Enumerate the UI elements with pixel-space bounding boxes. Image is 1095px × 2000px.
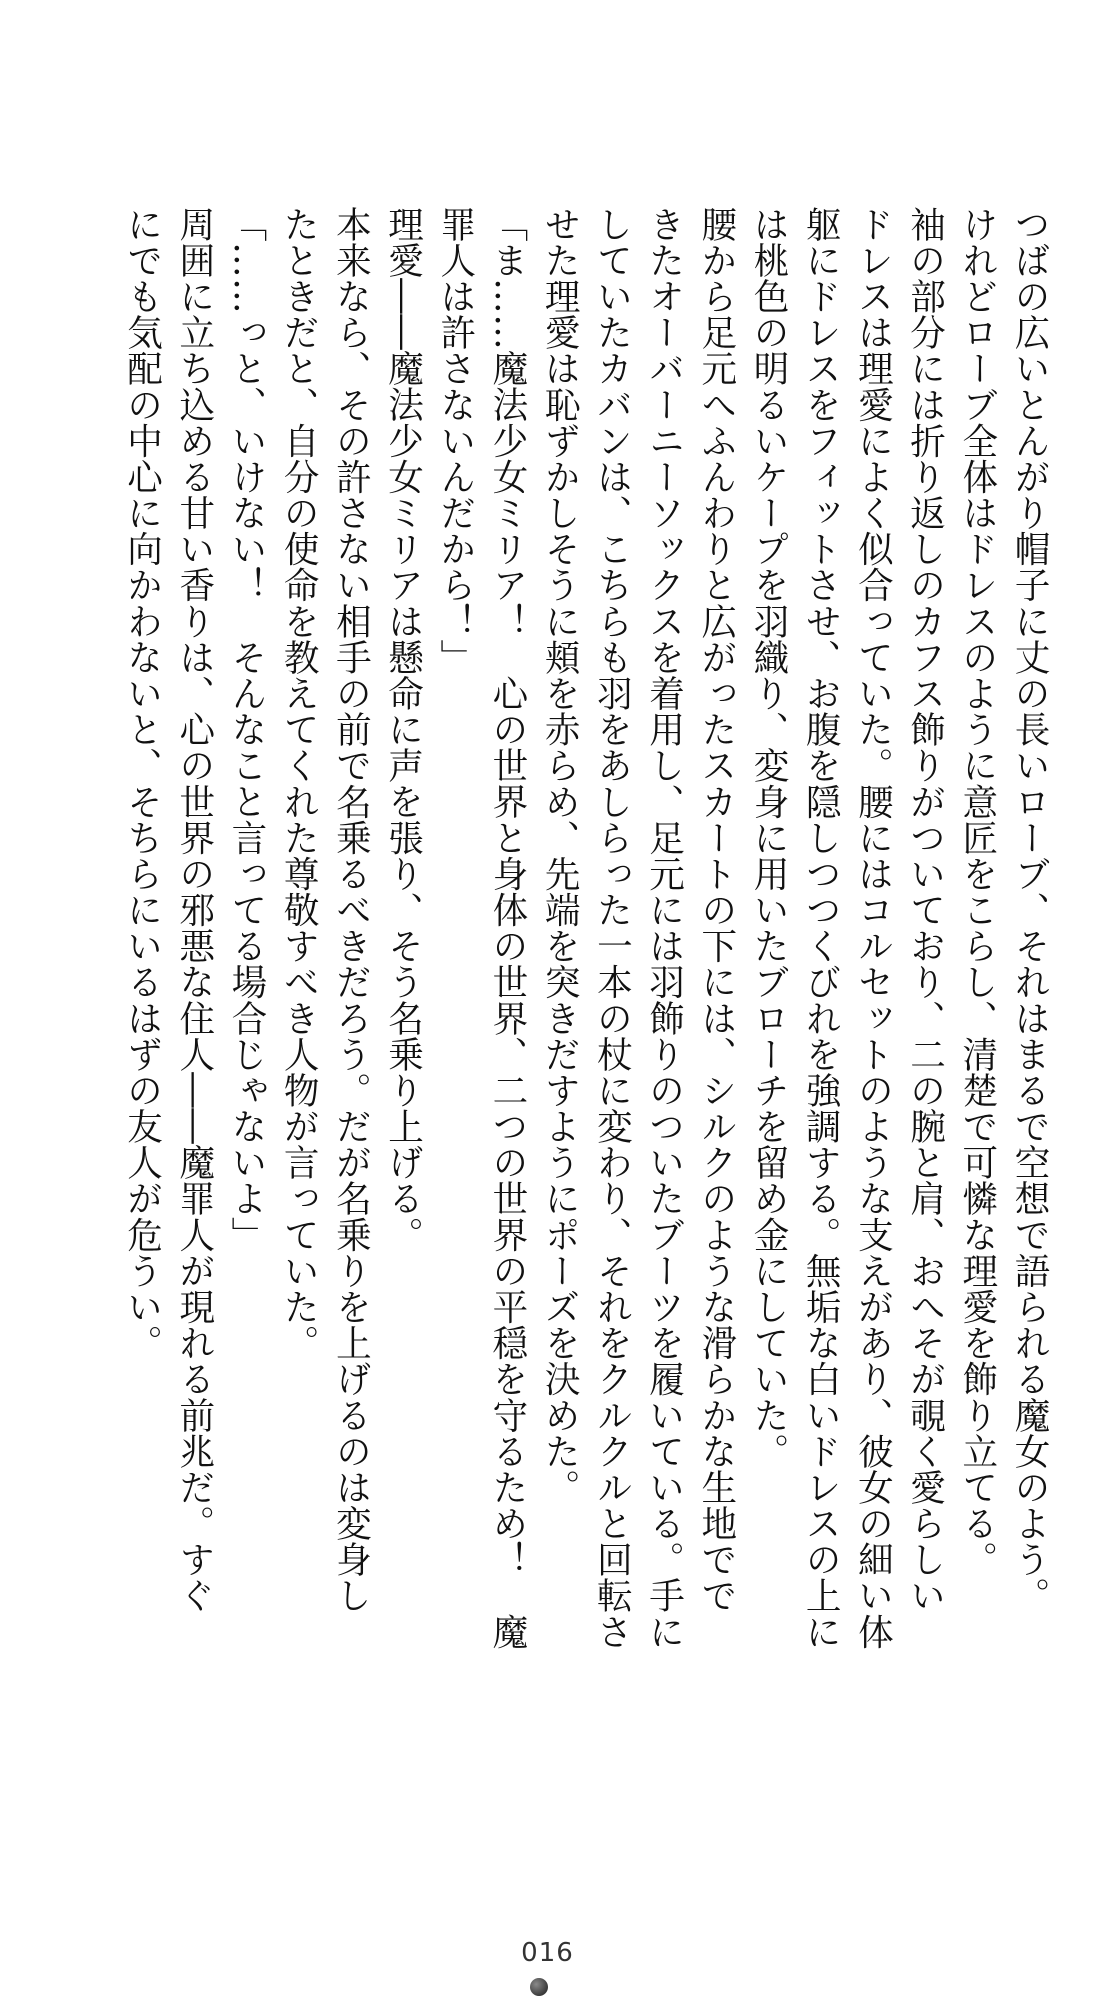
text-line-2: けれどローブ全体はドレスのように意匠をこらし、清楚で可憐な理愛を飾り立てる。 — [956, 206, 998, 1578]
text-line-5: 躯にドレスをフィットさせ、お腹を隠しつつくびれを強調する。無垢な白いドレスの上に — [800, 206, 842, 1650]
text-line-17: 周囲に立ち込める甘い香りは、心の世界の邪悪な住人――魔罪人が現れる前兆だ。すぐ — [173, 206, 215, 1614]
text-line-12: 罪人は許さないんだから！」 — [434, 206, 476, 676]
text-line-11: 「ま……魔法少女ミリア！ 心の世界と身体の世界、二つの世界の平穏を守るため！ 魔 — [486, 206, 528, 1650]
text-line-3: 袖の部分には折り返しのカフス飾りがついており、二の腕と肩、おへそが覗く愛らしい — [904, 206, 946, 1614]
page-number: 016 — [521, 1938, 574, 1968]
body-text — [45, 206, 1055, 1666]
text-line-18: にでも気配の中心に向かわないと、そちらにいるはずの友人が危うい。 — [121, 206, 163, 1361]
text-line-1: つばの広いとんがり帽子に丈の長いローブ、それはまるで空想で語られる魔女のよう。 — [1009, 206, 1050, 1614]
text-line-6: は桃色の明るいケープを羽織り、変身に用いたブローチを留め金にしていた。 — [747, 206, 789, 1470]
text-line-16: 「……っと、いけない！ そんなこと言ってる場合じゃないよ」 — [225, 206, 267, 1253]
text-line-9: していたカバンは、こちらも羽をあしらった一本の杖に変わり、それをクルクルと回転さ — [591, 206, 633, 1650]
text-line-14: 本来なら、その許さない相手の前で名乗るべきだろう。だが名乗りを上げるのは変身し — [330, 206, 372, 1614]
text-line-8: きたオーバーニーソックスを着用し、足元には羽飾りのついたブーツを履いている。手に — [643, 206, 685, 1650]
text-line-4: ドレスは理愛によく似合っていた。腰にはコルセットのような支えがあり、彼女の細い体 — [852, 206, 894, 1650]
text-line-7: 腰から足元へふんわりと広がったスカートの下には、シルクのような滑らかな生地でで — [695, 206, 737, 1614]
text-line-10: せた理愛は恥ずかしそうに頬を赤らめ、先端を突きだすようにポーズを決めた。 — [539, 206, 581, 1506]
page-marker-dot-icon — [530, 1978, 548, 1996]
text-line-13: 理愛――魔法少女ミリアは懸命に声を張り、そう名乗り上げる。 — [382, 206, 424, 1253]
text-line-15: たときだと、自分の使命を教えてくれた尊敬すべき人物が言っていた。 — [278, 206, 320, 1361]
